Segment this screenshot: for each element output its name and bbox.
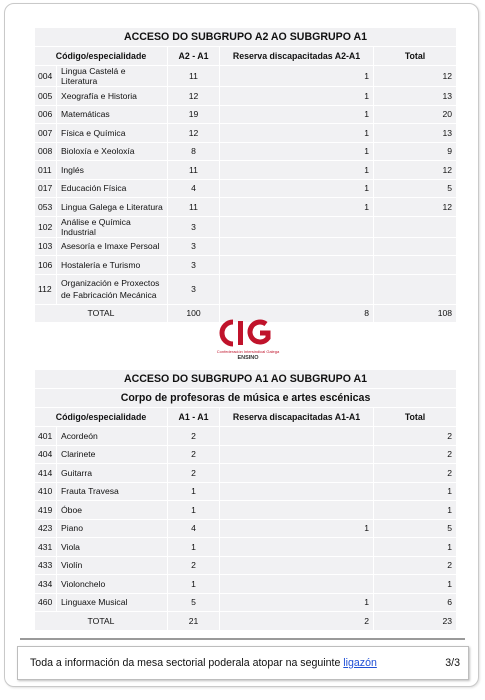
- total-row: [35, 612, 457, 631]
- total-count: 21: [168, 612, 220, 631]
- table-row: [35, 427, 457, 446]
- count-cell: 8: [168, 142, 220, 161]
- reserve-cell: [220, 445, 374, 464]
- total-cell: [374, 237, 457, 256]
- reserve-cell: 1: [220, 593, 374, 612]
- table-row: [35, 575, 457, 594]
- table-row: [35, 501, 457, 520]
- table-row: [35, 161, 457, 180]
- total-cell: 2: [374, 464, 457, 483]
- specialty-name: Matemáticas: [57, 105, 168, 124]
- footer-box: [17, 646, 469, 680]
- total-cell: 20: [374, 105, 457, 124]
- table-row: [35, 237, 457, 256]
- table-row: [35, 593, 457, 612]
- specialty-name: Piano: [57, 519, 168, 538]
- specialty-name: Análise e Química Industrial: [57, 216, 168, 237]
- count-cell: 19: [168, 105, 220, 124]
- reserve-cell: 1: [220, 66, 374, 87]
- count-cell: 1: [168, 501, 220, 520]
- total-cell: 12: [374, 161, 457, 180]
- column-header-count: A2 - A1: [168, 47, 220, 66]
- count-cell: 11: [168, 66, 220, 87]
- specialty-name: Guitarra: [57, 464, 168, 483]
- specialty-code: 431: [35, 538, 57, 557]
- total-cell: 1: [374, 575, 457, 594]
- table-subtitle: Corpo de profesoras de música e artes escénicas: [35, 389, 457, 408]
- table-row: [35, 519, 457, 538]
- reserve-cell: [220, 464, 374, 483]
- total-total: 108: [374, 304, 457, 323]
- total-cell: 13: [374, 87, 457, 106]
- table-a2-a1: [34, 27, 457, 323]
- count-cell: 2: [168, 445, 220, 464]
- count-cell: 3: [168, 256, 220, 275]
- count-cell: 2: [168, 556, 220, 575]
- count-cell: 1: [168, 482, 220, 501]
- specialty-code: 005: [35, 87, 57, 106]
- specialty-code: 011: [35, 161, 57, 180]
- table-row: [35, 556, 457, 575]
- table-a1-a1: [34, 369, 457, 631]
- specialty-code: 053: [35, 198, 57, 217]
- specialty-name: Frauta Travesa: [57, 482, 168, 501]
- footer-message: Toda a información da mesa sectorial poderala atopar na seguinte: [30, 657, 344, 669]
- reserve-cell: [220, 216, 374, 237]
- logo-subtitle: Confederación Intersindical Galega: [216, 349, 280, 354]
- footer-link[interactable]: ligazón: [343, 657, 377, 669]
- cig-logo: [216, 318, 280, 366]
- specialty-name: Viola: [57, 538, 168, 557]
- specialty-name: Hostalería e Turismo: [57, 256, 168, 275]
- total-cell: [374, 256, 457, 275]
- footer-divider: [20, 638, 465, 640]
- specialty-code: 404: [35, 445, 57, 464]
- count-cell: 3: [168, 237, 220, 256]
- column-header-specialty: Código/especialidade: [35, 408, 168, 427]
- reserve-cell: [220, 274, 374, 304]
- reserve-cell: [220, 556, 374, 575]
- total-cell: 13: [374, 124, 457, 143]
- specialty-code: 004: [35, 66, 57, 87]
- specialty-code: 008: [35, 142, 57, 161]
- total-reserve: 8: [220, 304, 374, 323]
- specialty-code: 103: [35, 237, 57, 256]
- total-cell: [374, 216, 457, 237]
- reserve-cell: [220, 482, 374, 501]
- specialty-name: Violonchelo: [57, 575, 168, 594]
- table-row: [35, 66, 457, 87]
- reserve-cell: 1: [220, 105, 374, 124]
- count-cell: 5: [168, 593, 220, 612]
- reserve-cell: [220, 427, 374, 446]
- specialty-code: 419: [35, 501, 57, 520]
- reserve-cell: 1: [220, 198, 374, 217]
- count-cell: 2: [168, 427, 220, 446]
- reserve-cell: [220, 256, 374, 275]
- specialty-code: 401: [35, 427, 57, 446]
- specialty-name: Linguaxe Musical: [57, 593, 168, 612]
- cig-logo-icon: [218, 318, 278, 348]
- specialty-name: Asesoría e Imaxe Persoal: [57, 237, 168, 256]
- reserve-cell: 1: [220, 519, 374, 538]
- specialty-name: Acordeón: [57, 427, 168, 446]
- count-cell: 3: [168, 274, 220, 304]
- reserve-cell: 1: [220, 87, 374, 106]
- reserve-cell: 1: [220, 161, 374, 180]
- specialty-code: 460: [35, 593, 57, 612]
- total-cell: [374, 274, 457, 304]
- total-cell: 5: [374, 519, 457, 538]
- total-label: TOTAL: [35, 304, 168, 323]
- specialty-name: Xeografía e Historia: [57, 87, 168, 106]
- reserve-cell: 1: [220, 142, 374, 161]
- specialty-name: Clarinete: [57, 445, 168, 464]
- column-header-reserve: Reserva discapacitadas A1-A1: [220, 408, 374, 427]
- column-header-reserve: Reserva discapacitadas A2-A1: [220, 47, 374, 66]
- specialty-name: Inglés: [57, 161, 168, 180]
- specialty-name: Física e Química: [57, 124, 168, 143]
- total-total: 23: [374, 612, 457, 631]
- table-row: [35, 482, 457, 501]
- reserve-cell: 1: [220, 179, 374, 198]
- specialty-code: 433: [35, 556, 57, 575]
- total-cell: 1: [374, 538, 457, 557]
- logo-section: ENSINO: [237, 355, 259, 361]
- reserve-cell: [220, 237, 374, 256]
- specialty-name: Educación Física: [57, 179, 168, 198]
- specialty-code: 112: [35, 274, 57, 304]
- table-row: [35, 538, 457, 557]
- count-cell: 12: [168, 124, 220, 143]
- specialty-code: 414: [35, 464, 57, 483]
- total-reserve: 2: [220, 612, 374, 631]
- table-row: [35, 274, 457, 304]
- specialty-name: Bioloxía e Xeoloxía: [57, 142, 168, 161]
- total-cell: 1: [374, 501, 457, 520]
- specialty-code: 434: [35, 575, 57, 594]
- total-cell: 2: [374, 427, 457, 446]
- total-cell: 5: [374, 179, 457, 198]
- reserve-cell: [220, 538, 374, 557]
- count-cell: 12: [168, 87, 220, 106]
- specialty-name: Lingua Castelá e Literatura: [57, 66, 168, 87]
- specialty-name: Lingua Galega e Literatura: [57, 198, 168, 217]
- total-cell: 12: [374, 198, 457, 217]
- count-cell: 2: [168, 464, 220, 483]
- total-cell: 2: [374, 445, 457, 464]
- table-row: [35, 216, 457, 237]
- reserve-cell: 1: [220, 124, 374, 143]
- specialty-code: 106: [35, 256, 57, 275]
- table-row: [35, 105, 457, 124]
- total-cell: 12: [374, 66, 457, 87]
- count-cell: 4: [168, 179, 220, 198]
- specialty-code: 006: [35, 105, 57, 124]
- table-row: [35, 179, 457, 198]
- footer-text: [30, 657, 377, 669]
- count-cell: 3: [168, 216, 220, 237]
- column-header-specialty: Código/especialidade: [35, 47, 168, 66]
- count-cell: 1: [168, 575, 220, 594]
- specialty-code: 017: [35, 179, 57, 198]
- total-count: 100: [168, 304, 220, 323]
- specialty-code: 423: [35, 519, 57, 538]
- count-cell: 1: [168, 538, 220, 557]
- reserve-cell: [220, 575, 374, 594]
- table-row: [35, 464, 457, 483]
- total-cell: 1: [374, 482, 457, 501]
- total-cell: 6: [374, 593, 457, 612]
- count-cell: 4: [168, 519, 220, 538]
- count-cell: 11: [168, 198, 220, 217]
- column-header-total: Total: [374, 408, 457, 427]
- table-title: ACCESO DO SUBGRUPO A2 AO SUBGRUPO A1: [35, 28, 457, 47]
- column-header-count: A1 - A1: [168, 408, 220, 427]
- count-cell: 11: [168, 161, 220, 180]
- table-row: [35, 124, 457, 143]
- table-row: [35, 87, 457, 106]
- table-title: ACCESO DO SUBGRUPO A1 AO SUBGRUPO A1: [35, 370, 457, 389]
- specialty-name: Violín: [57, 556, 168, 575]
- total-cell: 2: [374, 556, 457, 575]
- page-number: 3/3: [445, 657, 460, 669]
- specialty-code: 007: [35, 124, 57, 143]
- table-row: [35, 445, 457, 464]
- specialty-name: Organización e Proxectos de Fabricación Mecánica: [57, 274, 168, 304]
- table-row: [35, 198, 457, 217]
- specialty-name: Óboe: [57, 501, 168, 520]
- column-header-total: Total: [374, 47, 457, 66]
- table-row: [35, 142, 457, 161]
- total-cell: 9: [374, 142, 457, 161]
- specialty-code: 102: [35, 216, 57, 237]
- reserve-cell: [220, 501, 374, 520]
- table-row: [35, 256, 457, 275]
- total-label: TOTAL: [35, 612, 168, 631]
- specialty-code: 410: [35, 482, 57, 501]
